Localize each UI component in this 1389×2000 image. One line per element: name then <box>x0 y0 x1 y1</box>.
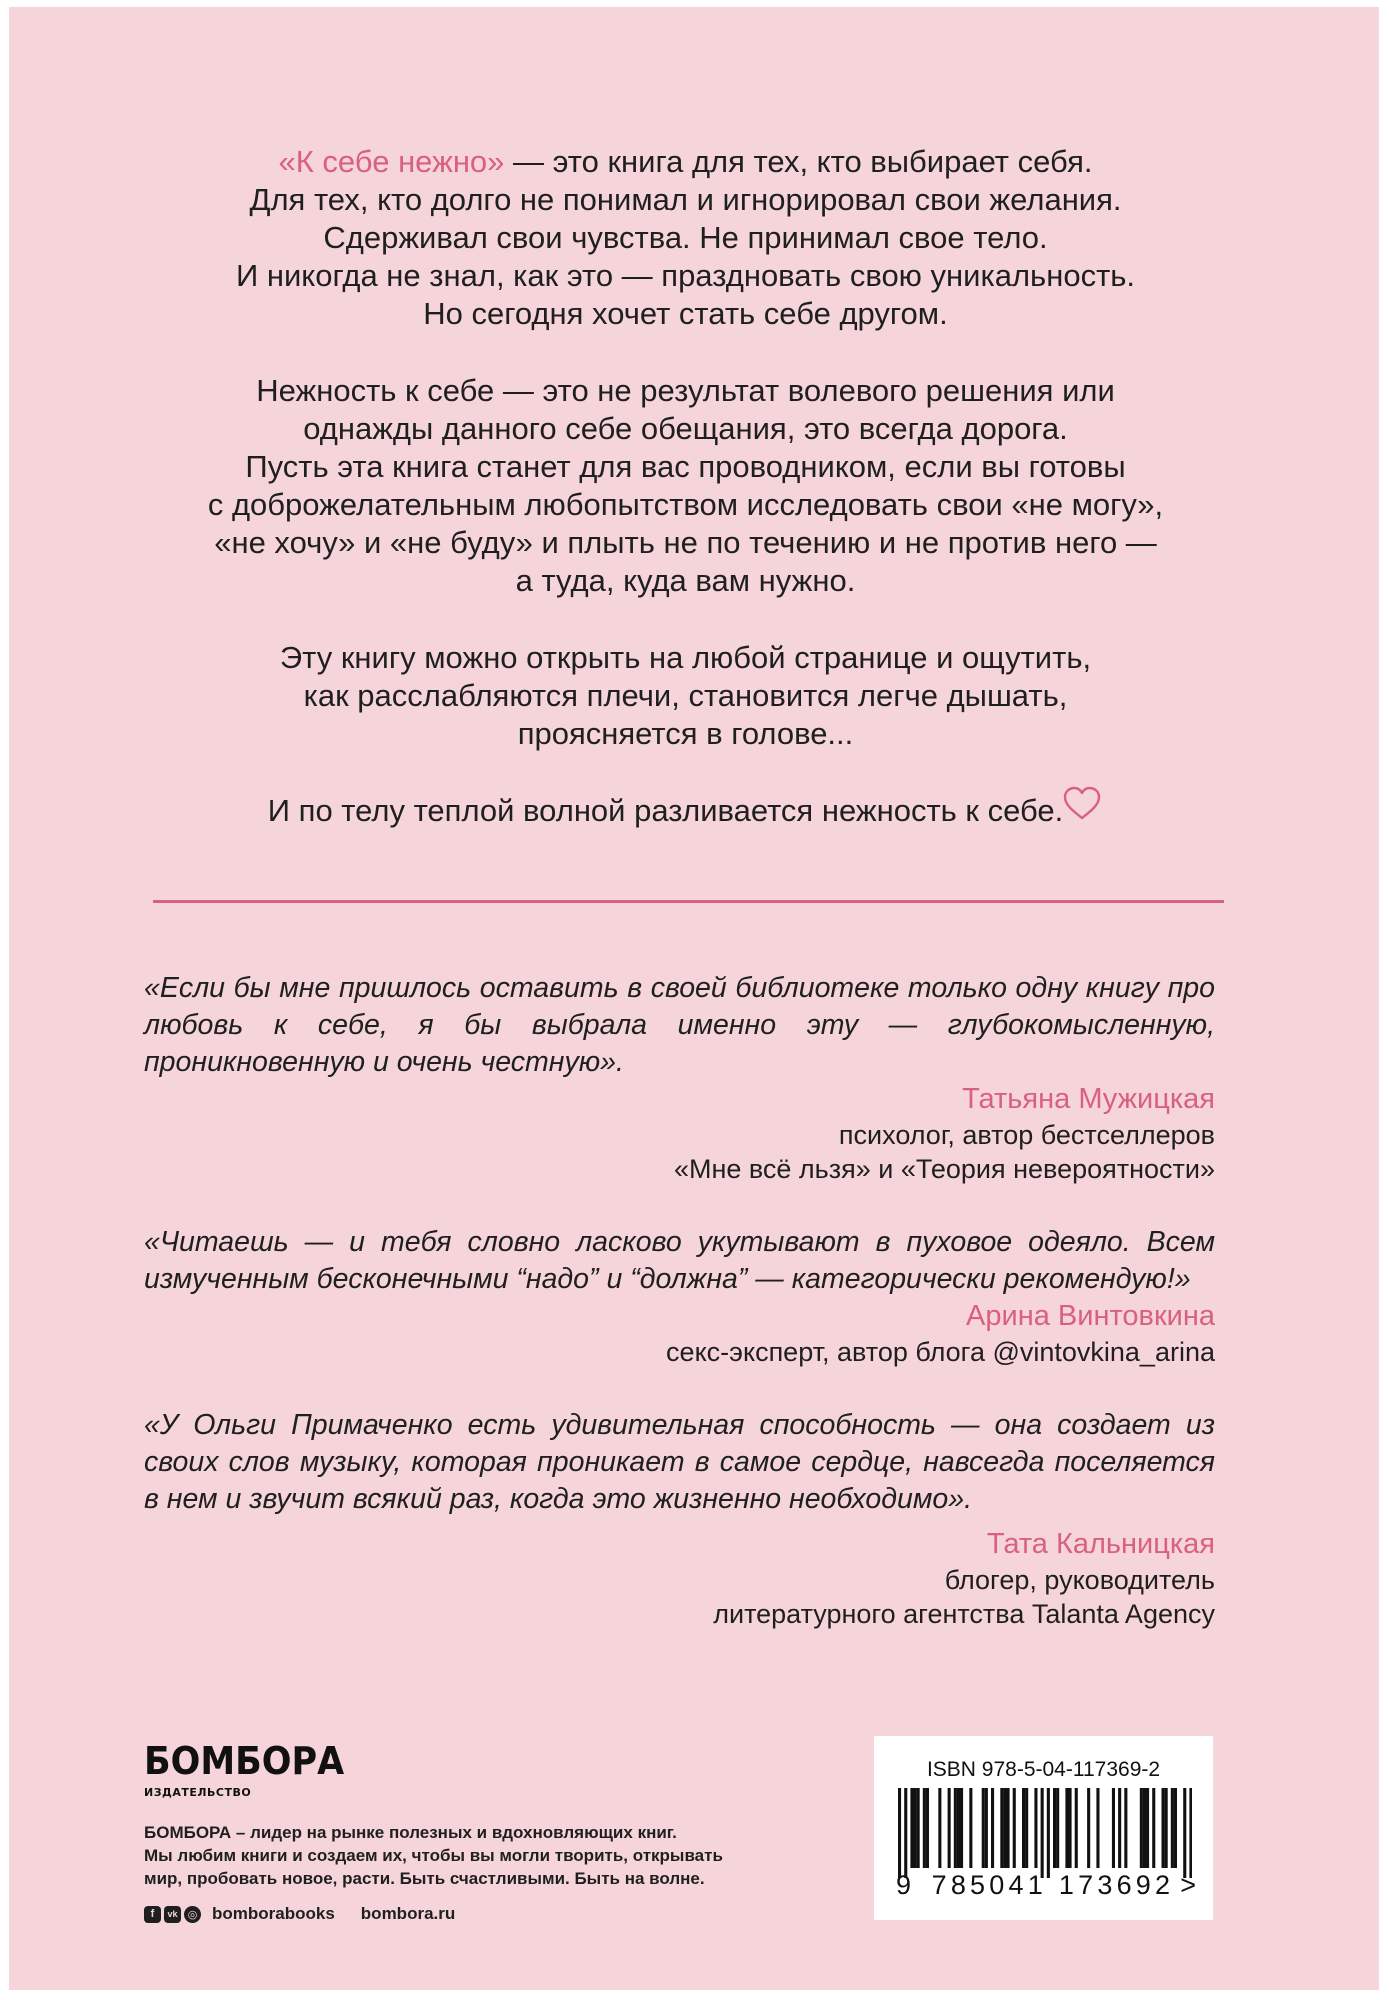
review-quote: «Если бы мне пришлось оставить в своей библиотеке только одну книгу про любовь к себе, я бы выбрала именно эту — глубокомысленную, проникновенную и очень честную». <box>144 972 1215 1078</box>
heart-icon <box>1061 784 1103 822</box>
barcode-bar <box>898 1788 901 1878</box>
blurb-line: Для тех, кто долго не понимал и игнорировал свои желания. <box>249 182 1122 217</box>
barcode-bar <box>969 1788 972 1868</box>
barcode-bar <box>1112 1788 1115 1868</box>
barcode-bar <box>960 1788 963 1868</box>
blurb <box>109 143 1262 869</box>
publisher-description-line: БОМБОРА – лидер на рынке полезных и вдохновляющих книг. <box>144 1823 677 1842</box>
barcode-bar <box>1053 1788 1056 1868</box>
barcode-digit-first: 9 <box>896 1870 912 1900</box>
publisher-social <box>144 1904 784 1924</box>
barcode-bar <box>1007 1788 1010 1868</box>
blurb-line: Пусть эта книга станет для вас проводником, если вы готовы <box>245 449 1126 484</box>
barcode-bar <box>1146 1788 1149 1868</box>
barcode-bar <box>1087 1788 1090 1868</box>
barcode-bar <box>1171 1788 1174 1868</box>
section-divider <box>153 900 1224 903</box>
barcode-bar <box>904 1788 907 1878</box>
review-author: Татьяна Мужицкая <box>962 1083 1215 1115</box>
barcode-bar <box>914 1788 917 1868</box>
blurb-line: Эту книгу можно открыть на любой странице и ощутить, <box>279 640 1092 675</box>
blurb-paragraph-3 <box>109 639 1262 753</box>
barcode-bar <box>1041 1788 1044 1878</box>
barcode-bar <box>910 1788 913 1868</box>
barcode-bar <box>1152 1788 1155 1868</box>
barcode-bar <box>991 1788 994 1868</box>
social-handle[interactable]: bomborabooks <box>212 1904 335 1923</box>
barcode-arrow: > <box>1180 1870 1196 1900</box>
review <box>144 1224 1215 1369</box>
isbn-label: ISBN 978-5-04-117369-2 <box>926 1758 1161 1781</box>
barcode-bar <box>926 1788 929 1868</box>
barcode-bar <box>985 1788 988 1868</box>
review-author: Арина Винтовкина <box>966 1300 1215 1332</box>
barcode-bar <box>1183 1788 1186 1878</box>
blurb-line: И по телу теплой волной разливается нежность к себе. <box>267 793 1064 828</box>
review-quote: «Читаешь — и тебя словно ласково укутывают в пуховое одеяло. Всем измученным бесконечными “надо” и “должна” — категорически рекомендую!» <box>144 1226 1215 1295</box>
barcode-bar <box>1140 1788 1143 1868</box>
barcode-bar <box>1165 1788 1168 1868</box>
publisher-logo-subtitle: ИЗДАТЕЛЬСТВО <box>144 1786 252 1799</box>
blurb-text: — это книга для тех, кто выбирает себя. <box>504 144 1093 179</box>
review-author-role: психолог, автор бестселлеров <box>838 1120 1215 1150</box>
blurb-line: как расслабляются плечи, становится легче дышать, <box>303 678 1068 713</box>
review-author-role: секс-эксперт, автор блога @vintovkina_arina <box>666 1337 1215 1367</box>
barcode-bar <box>917 1788 920 1868</box>
blurb-line: И никогда не знал, как это — праздновать свою уникальность. <box>235 258 1136 293</box>
vk-icon[interactable]: vk <box>164 1906 181 1923</box>
barcode-bar <box>1118 1788 1121 1868</box>
barcode-bar <box>1025 1788 1028 1868</box>
book-title: «К себе нежно» <box>278 144 505 179</box>
publisher-description <box>144 1821 784 1890</box>
blurb-line: Но сегодня хочет стать себе другом. <box>423 296 948 331</box>
barcode <box>896 1788 1192 1878</box>
blurb-paragraph-4 <box>109 792 1262 830</box>
review <box>144 970 1215 1186</box>
barcode-digits <box>896 1870 1196 1901</box>
publisher-logo: БОМБОРА <box>144 1739 345 1783</box>
barcode-box <box>874 1736 1213 1920</box>
barcode-bar <box>1162 1788 1165 1868</box>
barcode-bar <box>1034 1788 1037 1868</box>
publisher-description-line: мир, пробовать новое, расти. Быть счастливыми. Быть на волне. <box>144 1869 705 1888</box>
barcode-bar <box>1065 1788 1068 1868</box>
facebook-icon[interactable]: f <box>144 1906 161 1923</box>
barcode-bar <box>923 1788 926 1868</box>
review-author: Тата Кальницкая <box>986 1528 1215 1560</box>
barcode-bar <box>1143 1788 1146 1868</box>
barcode-bar <box>957 1788 960 1868</box>
barcode-bar <box>1013 1788 1016 1868</box>
blurb-line: Нежность к себе — это не результат волевого решения или <box>256 373 1115 408</box>
barcode-bar <box>938 1788 941 1868</box>
barcode-bar <box>1056 1788 1059 1868</box>
review-quote: «У Ольги Примаченко есть удивительная способность — она создает из своих слов музыку, которая проникает в самое сердце, навсегда поселяется в нем и звучит всякий раз, когда это жизненно необходимо». <box>144 1409 1215 1515</box>
barcode-bar <box>1000 1788 1003 1868</box>
barcode-bar <box>1174 1788 1177 1868</box>
blurb-line: с доброжелательным любопытством исследовать свои «не могу», <box>207 487 1164 522</box>
review-author-role: литературного агентства Talanta Agency <box>713 1599 1215 1629</box>
blurb-line: однажды данного себе обещания, это всегда дорога. <box>303 411 1068 446</box>
barcode-bar <box>954 1788 957 1868</box>
blurb-line: «не хочу» и «не буду» и плыть не по течению и не против него — <box>214 525 1157 560</box>
publisher-description-line: Мы любим книги и создаем их, чтобы вы могли творить, открывать <box>144 1846 723 1865</box>
blurb-paragraph-2 <box>109 372 1262 600</box>
publisher-block <box>144 1739 784 1924</box>
barcode-digit-group: 173692 <box>1058 1870 1175 1900</box>
barcode-bar <box>1003 1788 1006 1868</box>
barcode-digit-group: 785041 <box>931 1870 1047 1900</box>
reviews <box>144 970 1215 1669</box>
barcode-bar <box>1124 1788 1127 1868</box>
barcode-bar <box>1189 1788 1192 1878</box>
blurb-line: Сдерживал свои чувства. Не принимал свое тело. <box>323 220 1048 255</box>
barcode-bar <box>948 1788 951 1868</box>
barcode-bar <box>1047 1788 1050 1878</box>
barcode-bar <box>1096 1788 1099 1868</box>
review-author-role: блогер, руководитель <box>944 1565 1215 1595</box>
barcode-bar <box>982 1788 985 1868</box>
barcode-bar <box>1075 1788 1078 1868</box>
review-author-role: «Мне всё льзя» и «Теория невероятности» <box>673 1154 1215 1184</box>
instagram-icon[interactable]: ◎ <box>184 1906 201 1923</box>
blurb-paragraph-1 <box>109 143 1262 333</box>
blurb-line: а туда, куда вам нужно. <box>515 563 856 598</box>
publisher-website[interactable]: bombora.ru <box>360 1904 456 1923</box>
barcode-bar <box>1022 1788 1025 1868</box>
barcode-bar <box>1069 1788 1072 1868</box>
blurb-line: проясняется в голове... <box>517 716 854 751</box>
review <box>144 1407 1215 1631</box>
